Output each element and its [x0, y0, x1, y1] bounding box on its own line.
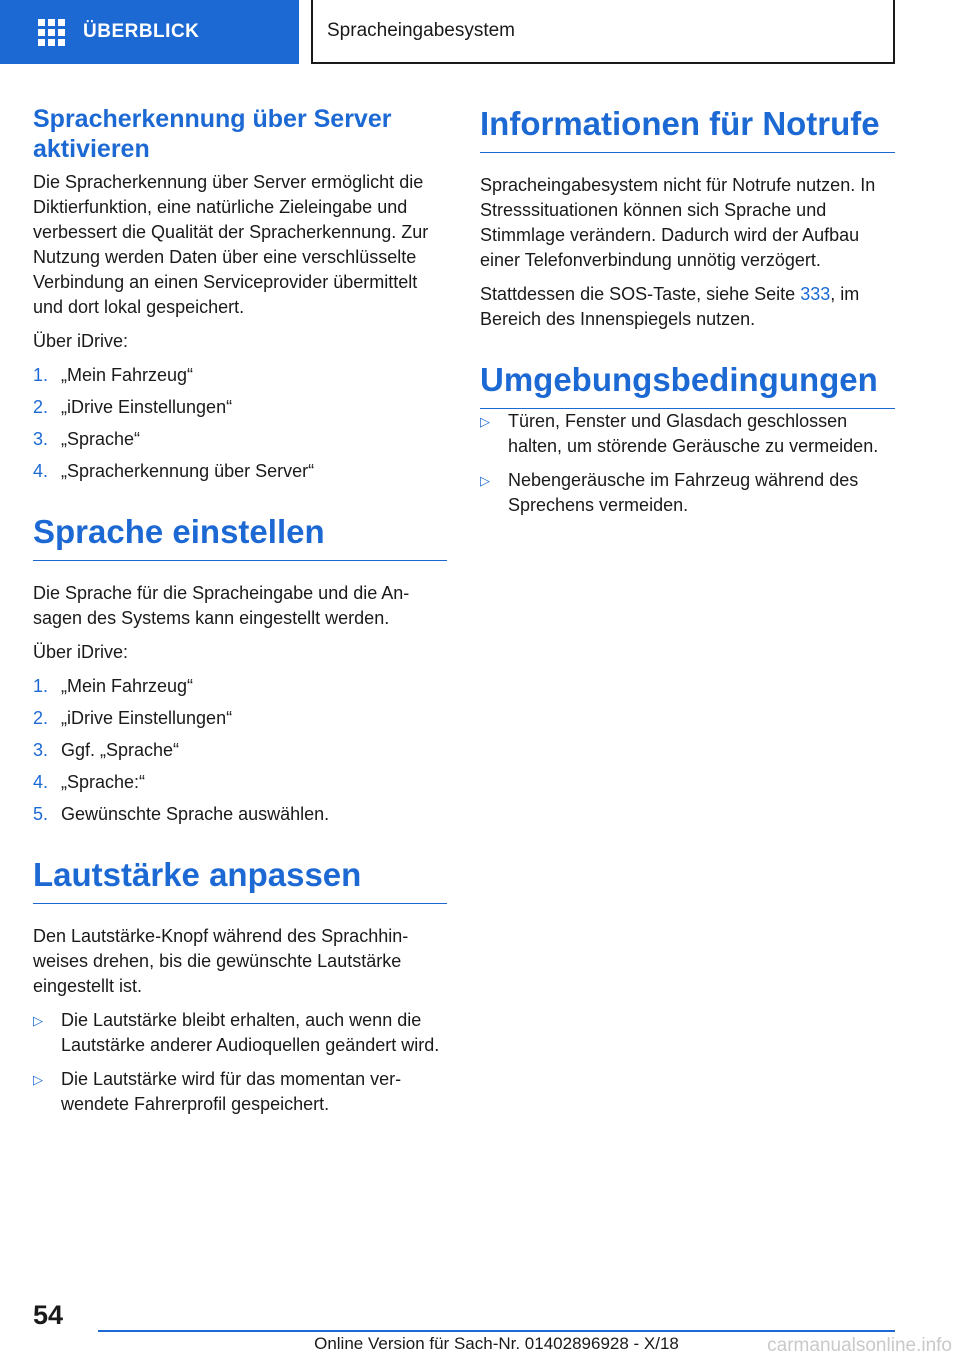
list-item	[33, 1008, 447, 1058]
text: , im Bereich des Innenspiegels nutzen.	[480, 284, 860, 329]
list-item	[33, 802, 447, 827]
footer-divider	[98, 1330, 895, 1332]
paragraph: Die Sprache für die Spracheingabe und die Ansagen des Systems kann eingestellt werden.	[33, 583, 410, 628]
paragraph	[480, 282, 895, 332]
heading-environment: Umgebungsbedingungen	[480, 360, 895, 409]
heading-volume: Lautstärke anpassen	[33, 855, 447, 904]
section-server-recognition	[33, 104, 447, 484]
step-text: Ggf. „Sprache“	[61, 740, 180, 760]
triangle-right-icon: ▷	[480, 473, 490, 488]
left-column	[33, 104, 447, 1126]
page-link[interactable]: 333	[800, 284, 831, 304]
paragraph: Über iDrive:	[33, 331, 129, 351]
section-emergency	[480, 104, 895, 332]
step-number: 2.	[33, 397, 49, 417]
heading-emergency: Informationen für Notrufe	[480, 104, 895, 153]
step-number: 4.	[33, 461, 49, 481]
list-item	[480, 409, 895, 459]
step-number: 4.	[33, 772, 49, 792]
triangle-right-icon: ▷	[480, 414, 490, 429]
tab-section-title[interactable]	[311, 0, 895, 64]
list-item	[33, 706, 447, 731]
step-number: 3.	[33, 740, 49, 760]
list-item	[33, 395, 447, 420]
step-text: „Sprache“	[61, 429, 141, 449]
bullet-list	[480, 409, 895, 518]
paragraph: Die Spracherkennung über Server ermöglicht die Diktierfunktion, eine natürliche Zieleingabe und verbessert die Qualität der Spracherkennung. Zur Nutzung werden Daten über eine verschlüsselte Verbindung an einen Serviceprovider übermittelt und dort lokal gespeichert.	[33, 172, 429, 317]
list-item	[480, 468, 895, 518]
step-text: „iDrive Einstellungen“	[61, 708, 233, 728]
triangle-right-icon: ▷	[33, 1013, 43, 1028]
bullet-text: Die Lautstärke bleibt erhalten, auch wenn die Lautstärke anderer Audioquellen geändert wird.	[61, 1010, 440, 1055]
list-item	[33, 363, 447, 388]
step-number: 1.	[33, 365, 49, 385]
step-text: „Mein Fahrzeug“	[61, 365, 194, 385]
list-item	[33, 459, 447, 484]
step-number: 5.	[33, 804, 49, 824]
text: Stattdessen die SOS-Taste, siehe Seite	[480, 284, 801, 304]
list-item	[33, 1067, 447, 1117]
step-number: 1.	[33, 676, 49, 696]
step-number: 3.	[33, 429, 49, 449]
bullet-list	[33, 1008, 447, 1117]
right-column	[480, 104, 895, 527]
section-environment	[480, 360, 895, 518]
list-item	[33, 674, 447, 699]
tab-overview-label: ÜBERBLICK	[83, 21, 200, 42]
step-text: „Spracherkennung über Server“	[61, 461, 315, 481]
watermark: carmanualsonline.info	[767, 1335, 952, 1356]
steps-list	[33, 363, 447, 484]
triangle-right-icon: ▷	[33, 1072, 43, 1087]
page-number: 54	[33, 1300, 64, 1330]
list-item	[33, 770, 447, 795]
list-item	[33, 738, 447, 763]
paragraph: Den Lautstärke-Knopf während des Sprachhinweises drehen, bis die gewünschte Lautstärke eingestellt ist.	[33, 926, 409, 996]
bullet-text: Nebengeräusche im Fahrzeug während des Sprechens vermeiden.	[508, 470, 859, 515]
grid-icon	[38, 19, 65, 46]
paragraph: Über iDrive:	[33, 642, 129, 662]
heading-language: Sprache einstellen	[33, 512, 447, 561]
step-text: „Mein Fahrzeug“	[61, 676, 194, 696]
list-item	[33, 427, 447, 452]
step-number: 2.	[33, 708, 49, 728]
step-text: „iDrive Einstellungen“	[61, 397, 233, 417]
bullet-text: Die Lautstärke wird für das momentan verwendete Fahrerprofil gespeichert.	[61, 1069, 402, 1114]
step-text: „Sprache:“	[61, 772, 146, 792]
section-volume	[33, 855, 447, 1117]
tab-overview[interactable]	[0, 0, 299, 64]
step-text: Gewünschte Sprache auswählen.	[61, 804, 330, 824]
paragraph: Spracheingabesystem nicht für Notrufe nutzen. In Stresssituationen können sich Sprache und Stimmlage verändern. Dadurch wird der Aufbau einer Telefonverbindung unnötig verzögert.	[480, 175, 876, 270]
heading-server-recognition: Spracherkennung über Server aktivieren	[33, 105, 392, 163]
footer-text: Online Version für Sach-Nr. 01402896928 - X/18	[314, 1334, 679, 1353]
steps-list	[33, 674, 447, 827]
bullet-text: Türen, Fenster und Glasdach geschlossen halten, um störende Geräusche zu vermeiden.	[508, 411, 879, 456]
section-title-label: Spracheingabesystem	[327, 20, 515, 41]
section-language	[33, 512, 447, 827]
